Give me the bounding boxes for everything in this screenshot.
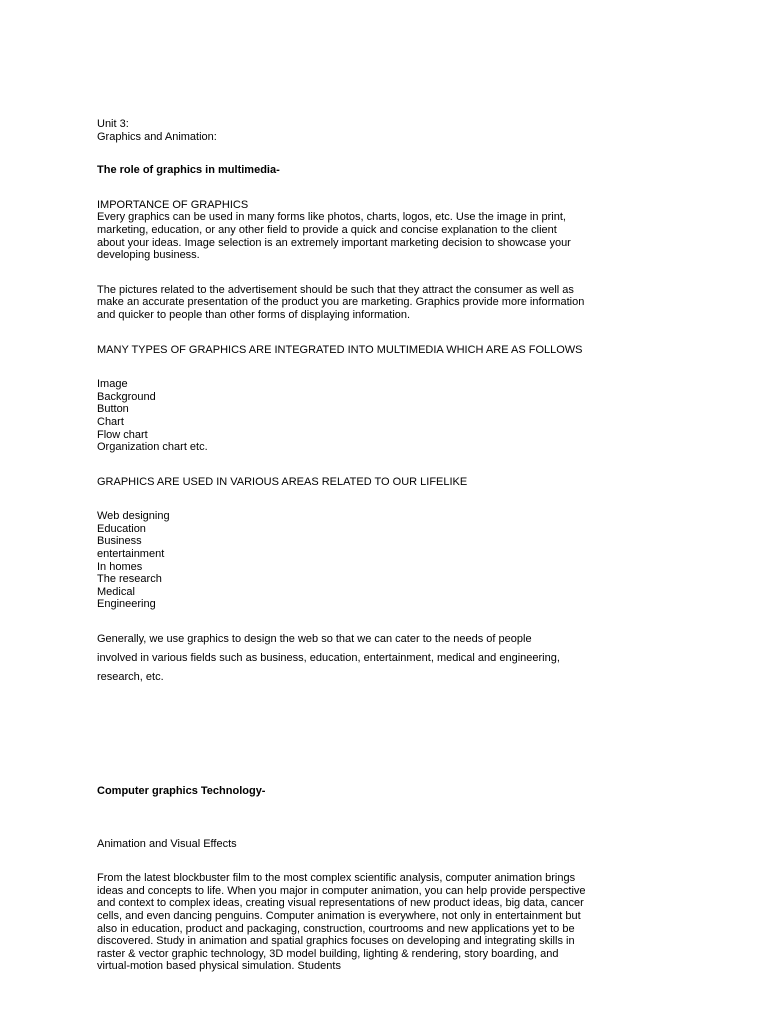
list-item: Medical: [97, 585, 135, 598]
animation-subheading: Animation and Visual Effects: [97, 837, 237, 850]
types-title: MANY TYPES OF GRAPHICS ARE INTEGRATED INTO MULTIMEDIA WHICH ARE AS FOLLOWS: [97, 343, 583, 356]
list-item: The research: [97, 573, 162, 586]
list-item: Organization chart etc.: [97, 441, 208, 454]
list-item: Engineering: [97, 598, 156, 611]
list-item: In homes: [97, 560, 143, 573]
list-item: Image: [97, 378, 128, 391]
summary-paragraph: [97, 630, 587, 687]
unit-topic: Graphics and Animation:: [97, 130, 217, 143]
graphics-areas-list: [97, 510, 587, 611]
list-item: Background: [97, 390, 156, 403]
importance-paragraph: Every graphics can be used in many forms like photos, charts, logos, etc. Use the image in print, marketing, education, or any other field to provide a quick and concise explanation to the client about your ideas. Image selection is an extremely important marketing decision to showcase your developing business.: [97, 211, 571, 262]
document-page: [97, 118, 587, 973]
section-heading-role: The role of graphics in multimedia-: [97, 164, 280, 177]
summary-line: research, etc.: [97, 671, 164, 684]
list-item: Business: [97, 535, 142, 548]
list-item: Web designing: [97, 510, 170, 523]
list-item: entertainment: [97, 548, 165, 561]
advertisement-paragraph: The pictures related to the advertisement should be such that they attract the consumer as well as make an accurate presentation of the product you are marketing. Graphics provide more information and quicker to people than other forms of displaying information.: [97, 283, 585, 321]
unit-label: Unit 3:: [97, 118, 129, 130]
areas-title: GRAPHICS ARE USED IN VARIOUS AREAS RELATED TO OUR LIFELIKE: [97, 475, 468, 488]
list-item: Flow chart: [97, 428, 148, 441]
section-heading-technology: Computer graphics Technology-: [97, 785, 266, 798]
importance-title: IMPORTANCE OF GRAPHICS: [97, 198, 249, 211]
summary-line: involved in various fields such as business, education, entertainment, medical and engineering,: [97, 652, 560, 665]
list-item: Chart: [97, 415, 124, 428]
list-item: Education: [97, 522, 146, 535]
list-item: Button: [97, 403, 129, 416]
summary-line: Generally, we use graphics to design the web so that we can cater to the needs of people: [97, 633, 532, 646]
animation-paragraph: From the latest blockbuster film to the most complex scientific analysis, computer animation brings ideas and concepts to life. When you major in computer animation, you can help provide perspective and context to complex ideas, creating visual representations of new product ideas, big data, cancer cells, and even dancing penguins. Computer animation is everywhere, not only in entertainment but also in education, product and packaging, construction, courtrooms and new applications yet to be discovered. Study in animation and spatial graphics focuses on developing and integrating skills in raster & vector graphic technology, 3D model building, lighting & rendering, story boarding, and virtual-motion based physical simulation. Students: [97, 872, 586, 973]
graphics-types-list: [97, 378, 587, 454]
